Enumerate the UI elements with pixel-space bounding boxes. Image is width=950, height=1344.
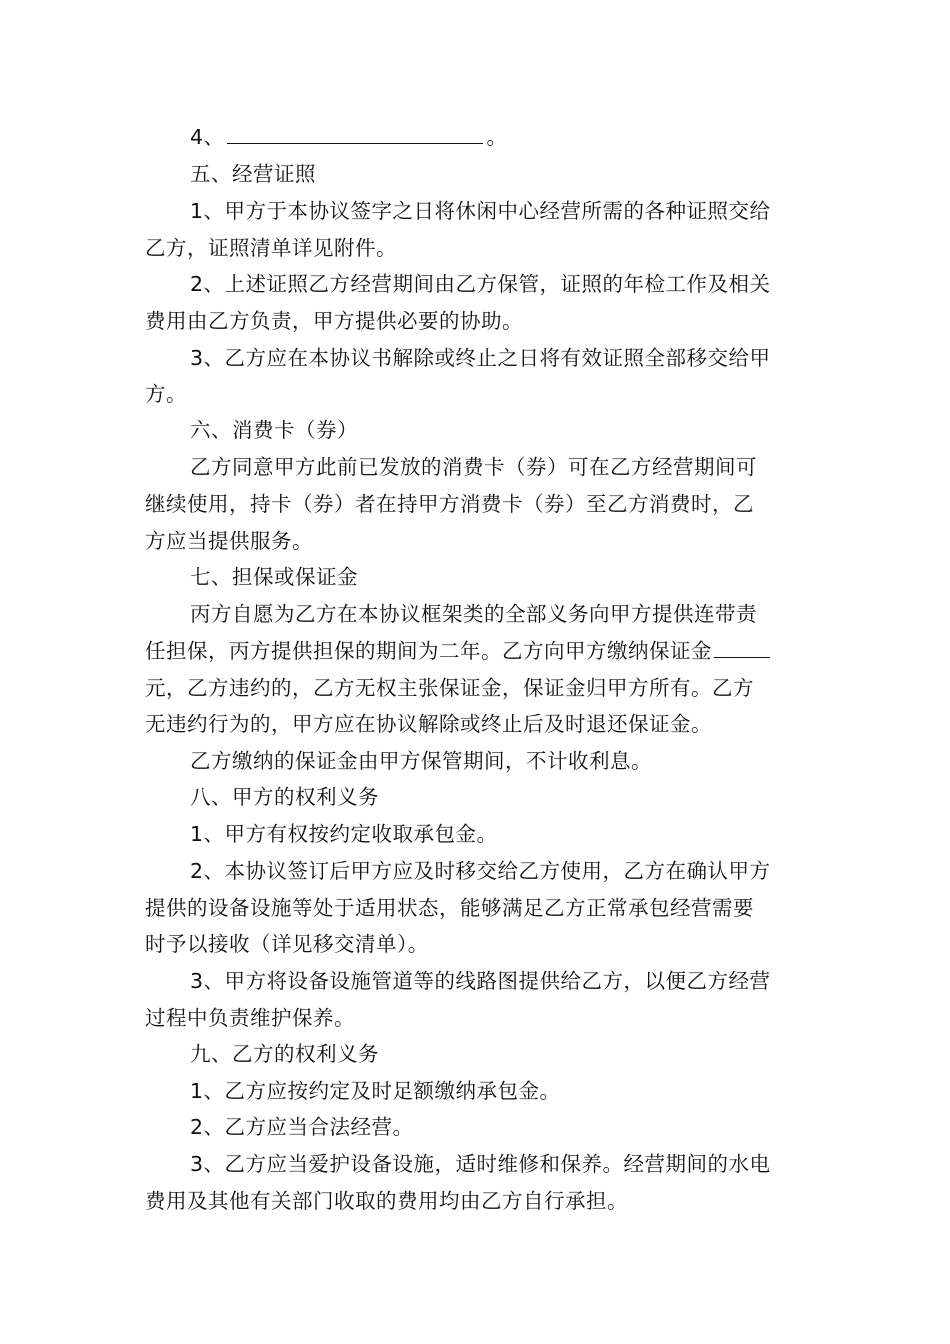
list-item-number: 4、 — [190, 125, 225, 149]
paragraph-line: 元，乙方违约的，乙方无权主张保证金，保证金归甲方所有。乙方 — [145, 676, 754, 700]
list-item-4-blank — [190, 122, 870, 152]
paragraph-line: 3、乙方应在本协议书解除或终止之日将有效证照全部移交给甲 — [190, 346, 771, 370]
deposit-amount-blank — [714, 639, 770, 658]
paragraph-line: 2、上述证照乙方经营期间由乙方保管，证照的年检工作及相关 — [190, 272, 771, 296]
paragraph-line: 方应当提供服务。 — [145, 529, 313, 553]
paragraph-line: 1、乙方应按约定及时足额缴纳承包金。 — [190, 1079, 561, 1103]
paragraph-line: 1、甲方于本协议签字之日将休闲中心经营所需的各种证照交给 — [190, 199, 771, 223]
paragraph-line-with-blank — [145, 636, 825, 666]
paragraph-line: 丙方自愿为乙方在本协议框架类的全部义务向甲方提供连带责 — [190, 602, 757, 626]
paragraph-line: 乙方，证照清单详见附件。 — [145, 236, 397, 260]
paragraph-line: 费用由乙方负责，甲方提供必要的协助。 — [145, 309, 523, 333]
paragraph-text: 任担保，丙方提供担保的期间为二年。乙方向甲方缴纳保证金 — [145, 639, 712, 663]
paragraph-line: 2、乙方应当合法经营。 — [190, 1115, 414, 1139]
fill-in-blank-line — [227, 125, 483, 144]
list-item-period: 。 — [486, 125, 508, 149]
paragraph-line: 3、甲方将设备设施管道等的线路图提供给乙方，以便乙方经营 — [190, 969, 771, 993]
paragraph-line: 过程中负责维护保养。 — [145, 1006, 355, 1030]
paragraph-line: 继续使用，持卡（券）者在持甲方消费卡（券）至乙方消费时，乙 — [145, 492, 754, 516]
paragraph-line: 费用及其他有关部门收取的费用均由乙方自行承担。 — [145, 1189, 628, 1213]
paragraph-line: 方。 — [145, 382, 187, 406]
section-heading-licenses: 五、经营证照 — [190, 162, 316, 186]
paragraph-line: 提供的设备设施等处于适用状态，能够满足乙方正常承包经营需要 — [145, 896, 754, 920]
paragraph-line: 无违约行为的，甲方应在协议解除或终止后及时退还保证金。 — [145, 712, 712, 736]
paragraph-line: 1、甲方有权按约定收取承包金。 — [190, 822, 498, 846]
section-heading-party-a-rights: 八、甲方的权利义务 — [190, 785, 379, 809]
section-heading-party-b-rights: 九、乙方的权利义务 — [190, 1042, 379, 1066]
paragraph-line: 3、乙方应当爱护设备设施，适时维修和保养。经营期间的水电 — [190, 1152, 771, 1176]
section-heading-guarantee: 七、担保或保证金 — [190, 565, 358, 589]
section-heading-consumer-card: 六、消费卡（券） — [190, 418, 358, 442]
paragraph-line: 乙方缴纳的保证金由甲方保管期间，不计收利息。 — [190, 749, 652, 773]
paragraph-line: 时予以接收（详见移交清单）。 — [145, 932, 429, 956]
paragraph-line: 乙方同意甲方此前已发放的消费卡（券）可在乙方经营期间可 — [190, 455, 757, 479]
paragraph-line: 2、本协议签订后甲方应及时移交给乙方使用，乙方在确认甲方 — [190, 859, 771, 883]
